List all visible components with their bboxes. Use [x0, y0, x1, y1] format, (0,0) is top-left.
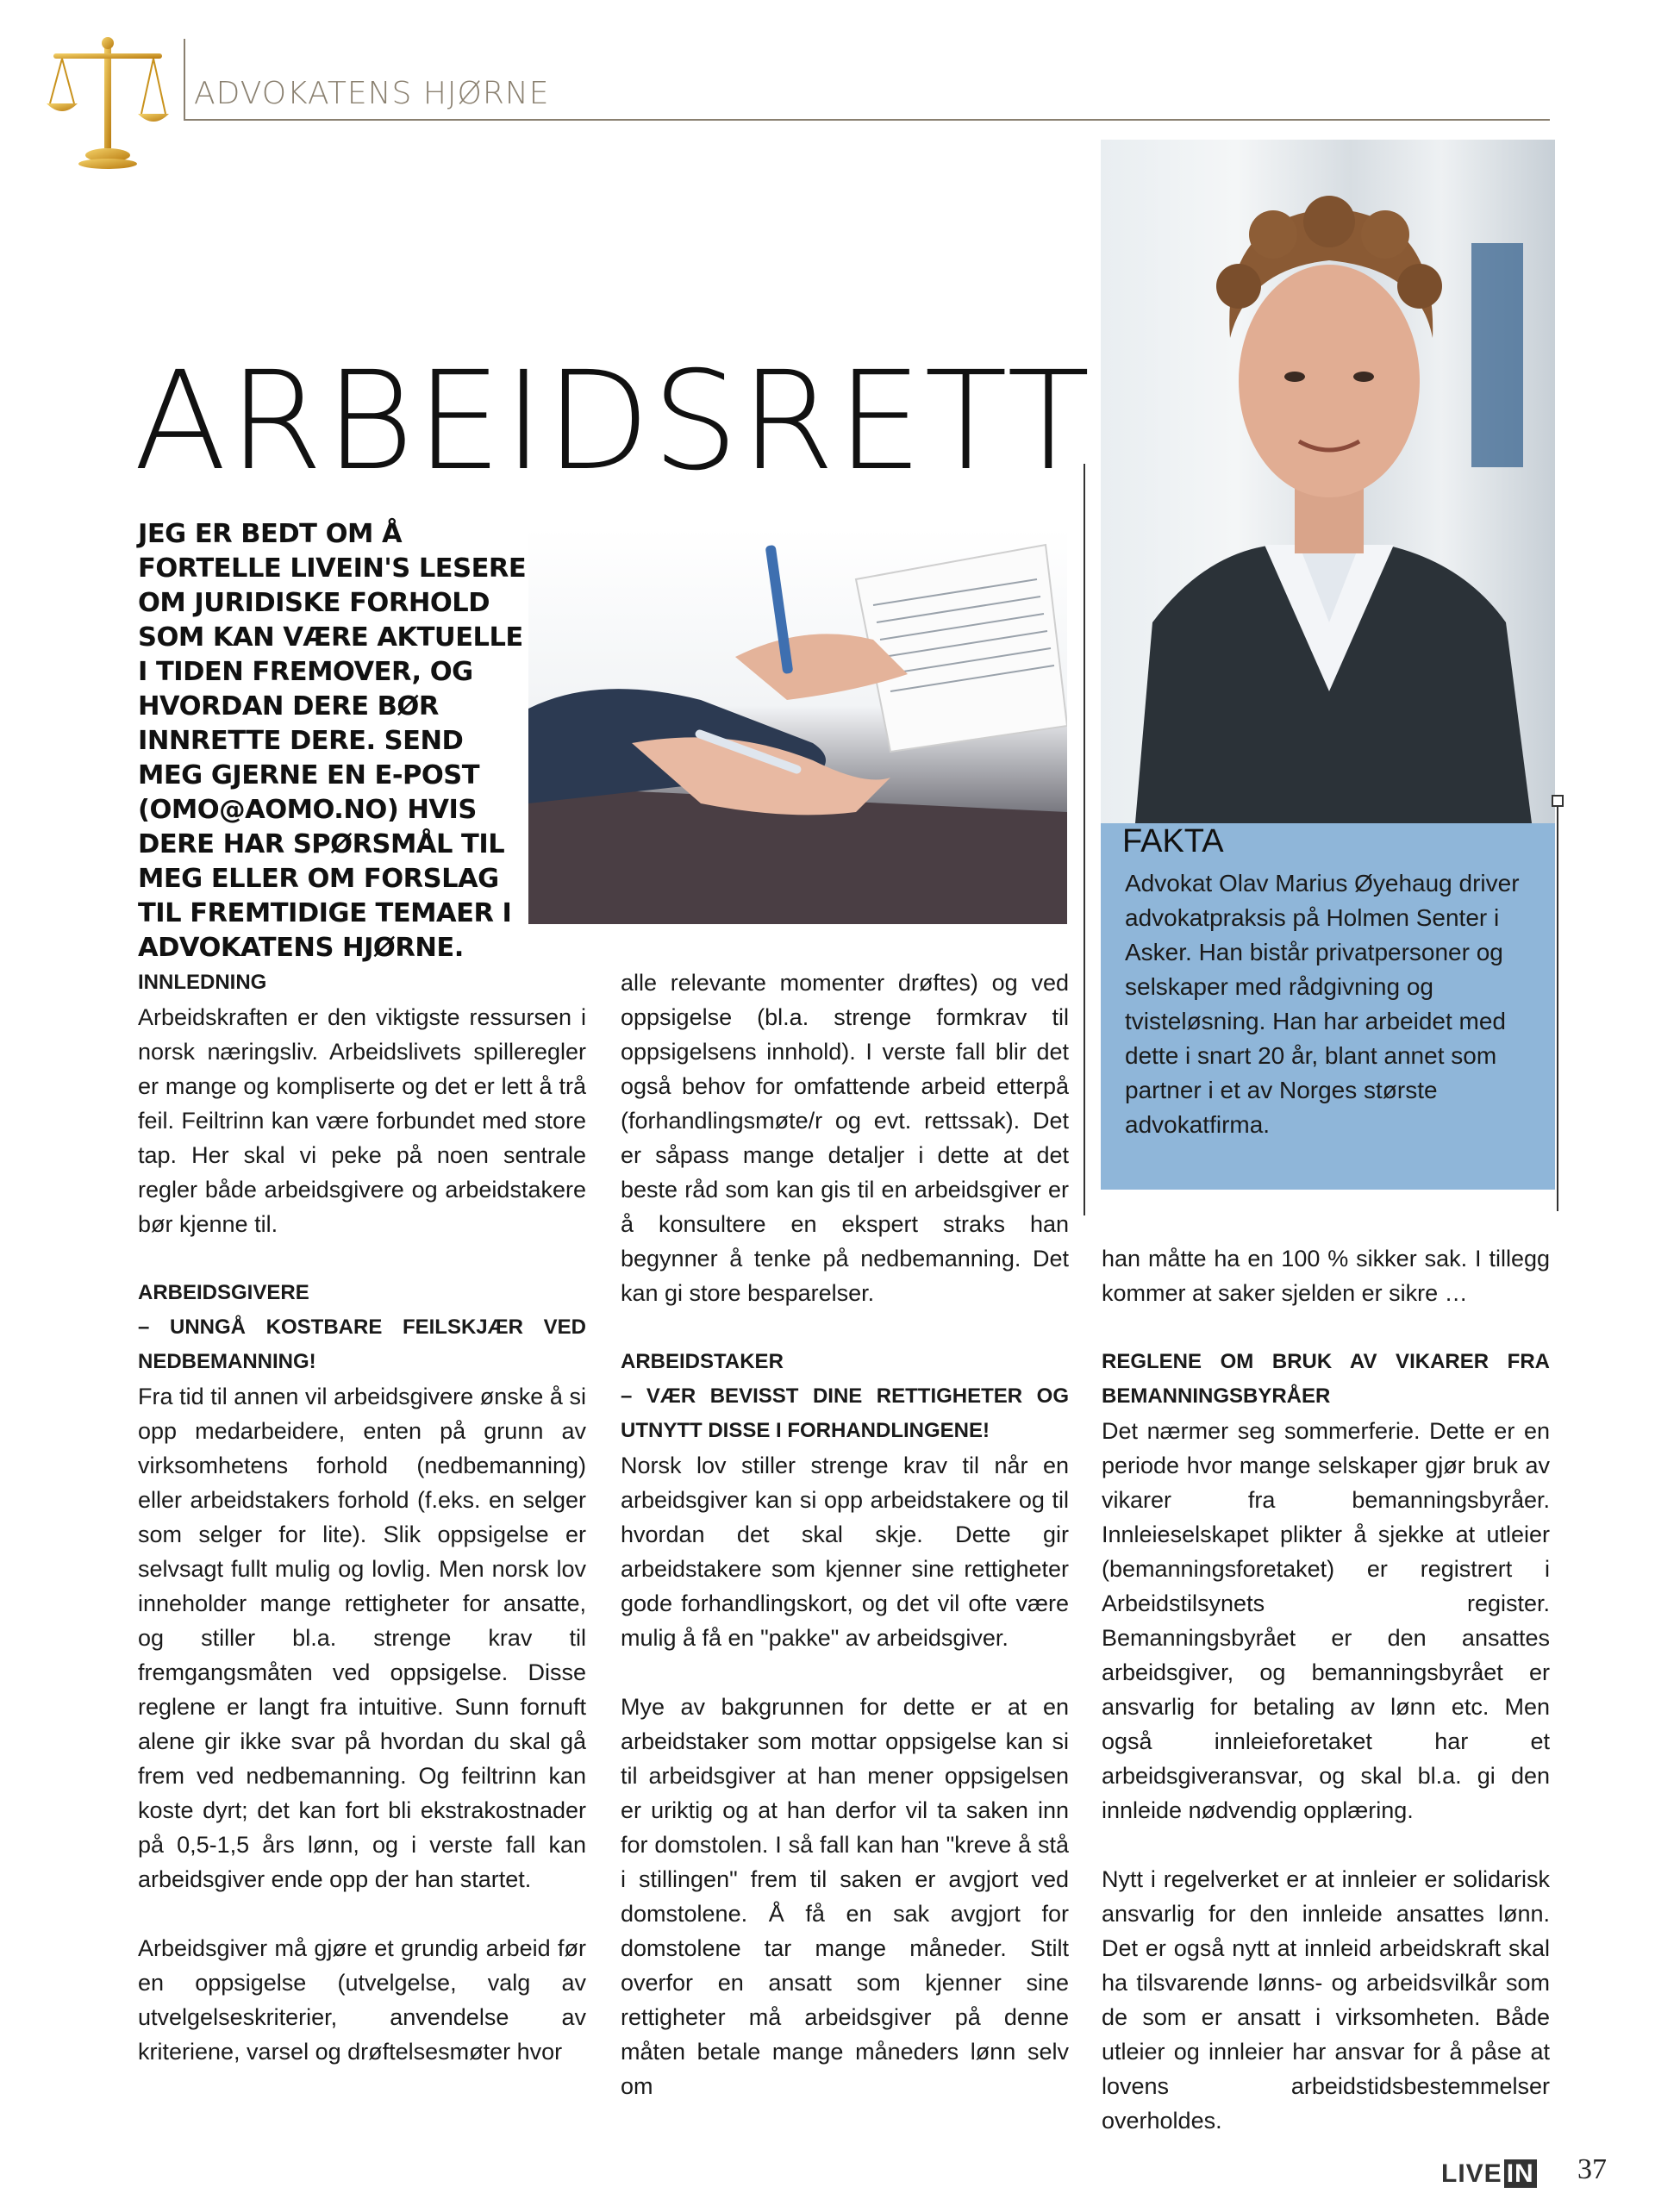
logo-text-highlight: IN — [1504, 2159, 1537, 2188]
section-heading-vikarer: REGLENE OM BRUK AV VIKARER FRA BEMANNINGSBYRÅER — [1102, 1350, 1550, 1408]
section-heading-arbeidsgivere: ARBEIDSGIVERE — [138, 1281, 309, 1304]
section-heading-arbeidstaker: ARBEIDSTAKER — [621, 1350, 784, 1373]
documents-photo — [528, 528, 1067, 924]
paragraph: Det nærmer seg sommerferie. Dette er en periode hvor mange selskaper gjør bruk av vikarer fra bemanningsbyråer. Innleieselskapet plikter å sjekke at utleier (bemanningsforetaket) er registrert i Arbeidstilsynets register. Bemanningsbyrået er den ansattes arbeidsgiver, og bemanningsbyrået er ansvarlig for betaling av lønn etc. Men også innleieforetaket har et arbeidsgiveransvar, og skal bl.a. gi den innleide nødvendig opplæring. — [1102, 1418, 1550, 1823]
section-subheading: – UNNGÅ KOSTBARE FEILSKJÆR VED NEDBEMANNING! — [138, 1315, 586, 1373]
article-title: ARBEIDSRETT — [134, 342, 1092, 501]
article-intro: JEG ER BEDT OM Å FORTELLE LIVEIN'S LESERE OM JURIDISKE FORHOLD SOM KAN VÆRE AKTUELLE I TIDEN FREMOVER, OG HVORDAN DERE BØR INNRETTE DERE. SEND MEG GJERNE EN E-POST (OMO@AOMO.NO) HVIS DERE HAR SPØRSMÅL TIL MEG ELLER OM FORSLAG TIL FREMTIDIGE TEMAER I ADVOKATENS HJØRNE. — [138, 519, 527, 963]
fakta-title: FAKTA — [1122, 823, 1224, 859]
header-rule — [184, 119, 1550, 121]
section-subheading: – VÆR BEVISST DINE RETTIGHETER OG UTNYTT DISSE I FORHANDLINGENE! — [621, 1384, 1069, 1442]
frame-line-left — [1084, 464, 1085, 1215]
scales-icon — [43, 34, 172, 172]
logo-text: LIVE — [1441, 2159, 1502, 2188]
section-heading-innledning: INNLEDNING — [138, 971, 267, 994]
section-label: ADVOKATENS HJØRNE — [194, 76, 550, 111]
paragraph: alle relevante momenter drøftes) og ved oppsigelse (bl.a. strenge formkrav til oppsigelsens innhold). I verste fall blir det også behov for omfattende arbeid etterpå (forhandlingsmøte/r og evt. rettssak). Det er såpass mange detaljer i dette at det beste råd som kan gis til en arbeidsgiver er å konsultere en ekspert straks han begynner å tenke på nedbemanning. Det kan gi store besparelser. — [621, 970, 1069, 1306]
article-column-3 — [1102, 1241, 1550, 2172]
author-photo — [1101, 140, 1555, 823]
paragraph: Mye av bakgrunnen for dette er at en arbeidstaker som mottar oppsigelse kan si til arbeidsgiver at han mener oppsigelsen er uriktig og at han derfor vil ta saken inn for domstolen. I så fall kan han "kreve å stå i stillingen" frem til saken er avgjort ved domstolene. Å få en sak avgjort for domstolene tar mange måneder. Stilt overfor en ansatt som kjenner sine rettigheter må arbeidsgiver på denne måten betale mange måneders lønn selv om — [621, 1694, 1069, 2099]
livein-logo — [1441, 2159, 1537, 2189]
paragraph: han måtte ha en 100 % sikker sak. I tillegg kommer at saker sjelden er sikre … — [1102, 1246, 1550, 1306]
article-column-1 — [138, 965, 586, 2103]
paragraph: Fra tid til annen vil arbeidsgivere ønske å si opp medarbeidere, enten på grunn av virksomhetens forhold (nedbemanning) eller arbeidstakers forhold (f.eks. en selger som selger for lite). Slik oppsigelse er selvsagt fullt mulig og lovlig. Men norsk lov inneholder mange rettigheter for ansatte, og stiller bl.a. strenge krav til fremgangsmåten ved oppsigelse. Disse reglene er langt fra intuitive. Sunn fornuft alene gir ikke svar på hvordan du skal gå frem ved nedbemanning. Og feiltrinn kan koste dyrt; det kan fort bli ekstrakostnader på 0,5-1,5 års lønn, og i verste fall kan arbeidsgiver ende opp der han startet. — [138, 1384, 586, 1892]
paragraph: Arbeidskraften er den viktigste ressursen i norsk næringsliv. Arbeidslivets spilleregler er mange og kompliserte og det er lett å trå feil. Feiltrinn kan være forbundet med store tap. Her skal vi peke på noen sentrale regler både arbeidsgivere og arbeidstakere bør kjenne til. — [138, 1004, 586, 1237]
header-divider-vertical — [184, 39, 185, 121]
paragraph: Arbeidsgiver må gjøre et grundig arbeid før en oppsigelse (utvelgelse, valg av utvelgelseskriterier, anvendelse av kriteriene, varsel og drøftelsesmøter hvor — [138, 1935, 586, 2065]
page-number: 37 — [1577, 2153, 1607, 2185]
fakta-text: Advokat Olav Marius Øyehaug driver advokatpraksis på Holmen Senter i Asker. Han bistår privatpersoner og selskaper med rådgivning og tvisteløsning. Han har arbeidet med dette i snart 20 år, blant annet som partner i et av Norges største advokatfirma. — [1125, 870, 1520, 1138]
frame-line-right — [1557, 802, 1558, 1211]
paragraph: Nytt i regelverket er at innleier er solidarisk ansvarlig for den innleide ansattes lønn. Det er også nytt at innleid arbeidskraft skal ha tilsvarende lønns- og arbeidsvilkår som de som er ansatt i virksomheten. Både utleier og innleier har ansvar for å påse at lovens arbeidstidsbestemmelser overholdes. — [1102, 1866, 1550, 2134]
frame-corner-marker — [1552, 795, 1564, 807]
article-column-2 — [621, 965, 1069, 2138]
paragraph: Norsk lov stiller strenge krav til når en arbeidsgiver kan si opp arbeidstakere og til hvordan det skal skje. Dette gir arbeidstakere som kjenner sine rettigheter gode forhandlingskort, og det vil ofte være mulig å få en "pakke" av arbeidsgiver. — [621, 1453, 1069, 1651]
